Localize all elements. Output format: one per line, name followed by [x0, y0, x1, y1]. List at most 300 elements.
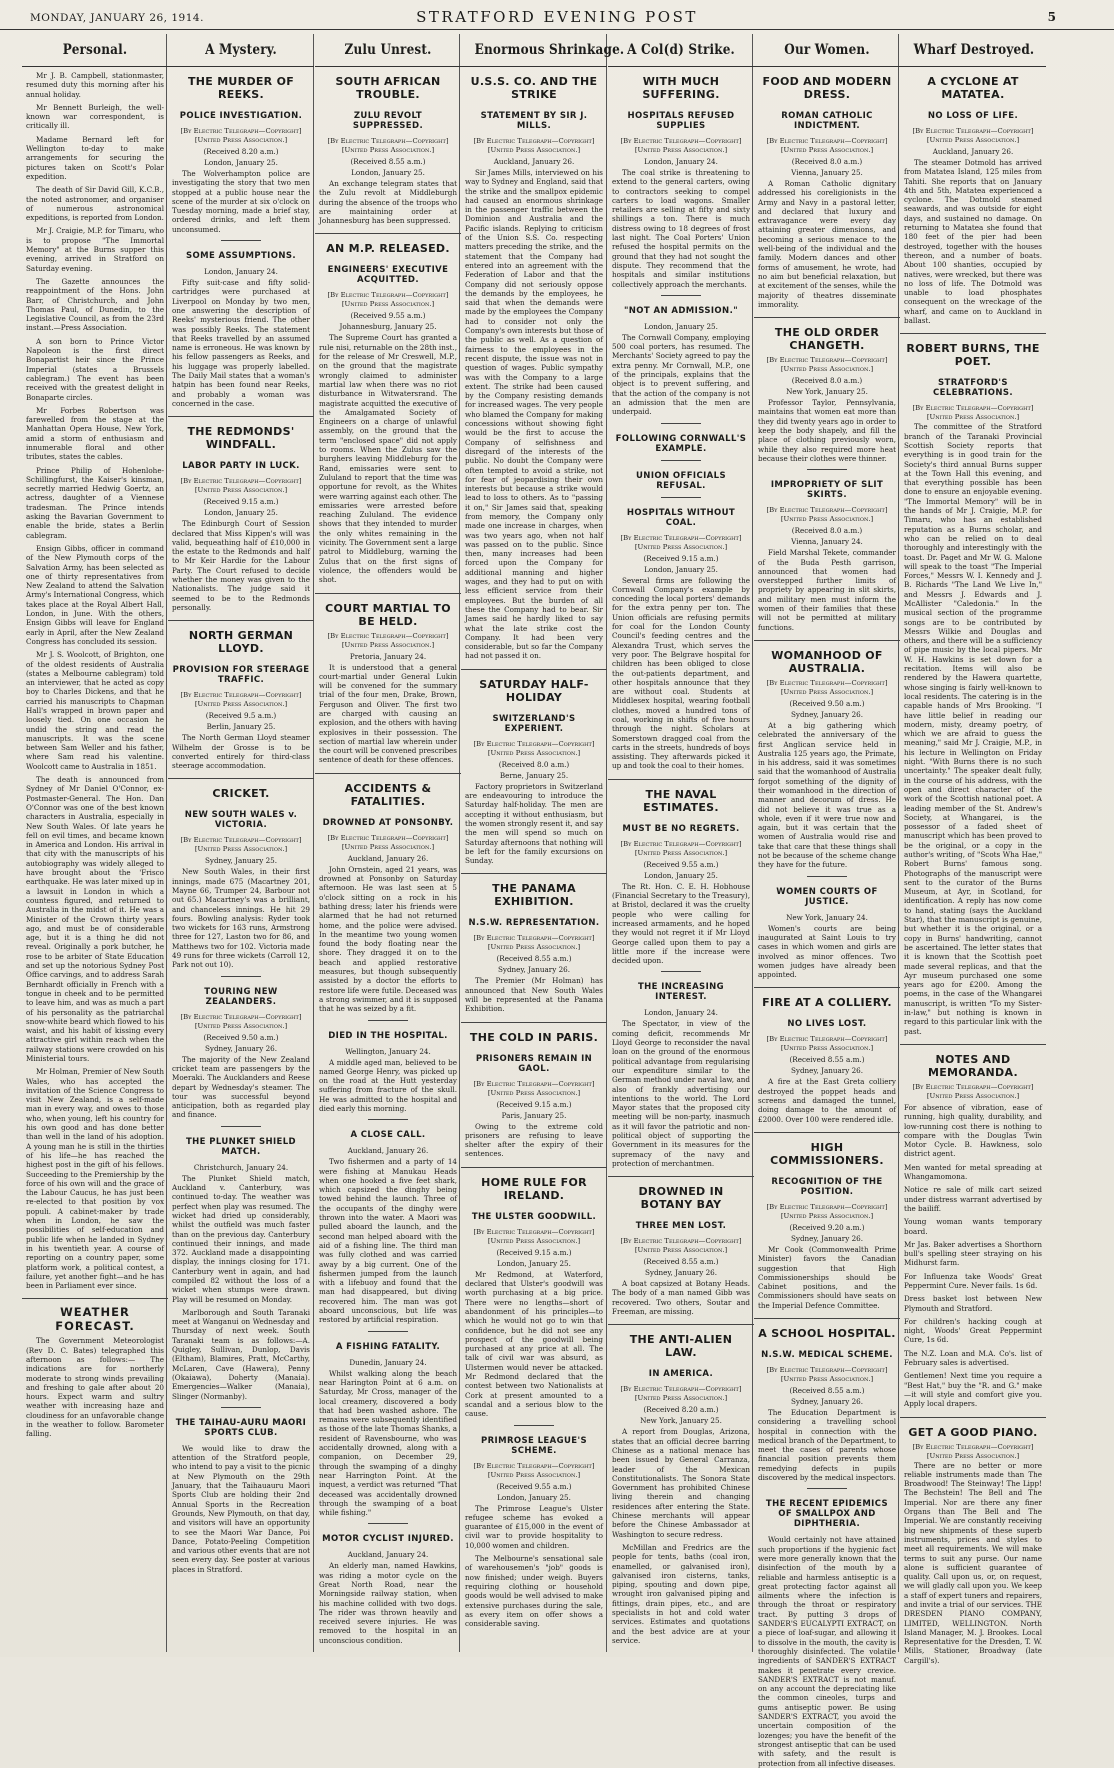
story-headline: THE ANTI-ALIEN LAW.	[629, 1333, 733, 1360]
story-body: The Wolverhampton police are investigating the story that two men stopped at a public house near the scene of the murder at six o'clock on Tuesday morning, made a brief stay, ordered drinks, and left them unconsumed.	[172, 169, 310, 234]
story-headline: THE MURDER OF REEKS.	[187, 75, 295, 101]
wire-credit: [United Press Association.]	[194, 486, 288, 495]
story-subheadline: SOME ASSUMPTIONS.	[185, 251, 297, 262]
dateline: London, January 25.	[644, 870, 718, 880]
dateline: Sydney, January 25.	[204, 856, 278, 866]
story-subheadline: N.S.W. MEDICAL SCHEME.	[761, 1350, 893, 1360]
masthead	[0, 8, 1114, 30]
dateline: London, January 24.	[644, 157, 718, 166]
wire-credit: [By Electric Telegraph—Copyright]	[473, 739, 595, 748]
story-subheadline: ZULU REVOLT SUPPRESSED.	[352, 111, 424, 131]
story-headline: CRICKET.	[212, 787, 270, 801]
received-time: (Received 9.55 a.m.)	[496, 1481, 572, 1491]
wire-credit: [United Press Association.]	[634, 848, 728, 857]
received-time: (Received 9.5 a.m.)	[205, 711, 277, 721]
story-subheadline: THE RECENT EPIDEMICS OF SMALLPOX AND DIPHTHERIA.	[765, 1499, 889, 1530]
story-body: We would like to draw the attention of the Stratford people, who intend to pay a visit to the picnic at New Plymouth on the 29th January, that the Taihauauru Maori Sports Club are holding their 2nd Annual Sports in the Recreation Grounds, New Plymouth, on that day, and visitors will have an opportunity to see the Maori War Dance, Poi Dance, Potato-Peeling Competition and various other events that are not seen every day. See poster at various places in Stratford.	[172, 1443, 310, 1574]
section-rule	[608, 1324, 754, 1325]
story-subheadline: PROVISION FOR STEERAGE TRAFFIC.	[172, 665, 310, 686]
received-time: (Received 8.0 a.m.)	[791, 157, 863, 166]
section-rule	[315, 233, 461, 234]
story-headline: NOTES AND MEMORANDA.	[928, 1052, 1018, 1079]
wire-credit: [By Electric Telegraph—Copyright]	[473, 1079, 595, 1088]
section-rule	[608, 779, 754, 780]
story-subheadline: WOMEN COURTS OF JUSTICE.	[776, 886, 878, 907]
story-headline: THE OLD ORDER CHANGETH.	[774, 326, 880, 353]
wire-credit: [By Electric Telegraph—Copyright]	[327, 137, 449, 145]
wire-credit: [United Press Association.]	[341, 146, 435, 154]
story-body: A report from Douglas, Arizona, states that an official decree barring Chinese as a national menace has been issued by General Carranza, leader of the Mexican Constitutionalists. The Sonora State Government has prohibited Chinese living therein and changing residences after entering the State. Chinese merchants will appear before the Chinese Ambassador at Washington to secure redress.	[612, 1427, 750, 1539]
story-headline: THE NAVAL ESTIMATES.	[643, 787, 719, 814]
dateline: Sydney, January 26.	[790, 1233, 864, 1243]
wire-credit: [United Press Association.]	[780, 365, 874, 374]
dateline: London, January 25.	[351, 168, 425, 177]
wire-credit: [United Press Association.]	[634, 1394, 728, 1403]
story-subheadline: HOSPITALS REFUSED SUPPLIES	[627, 111, 735, 131]
short-rule	[221, 1407, 261, 1408]
received-time: (Received 9.55 a.m.)	[643, 859, 719, 869]
story-headline: GET A GOOD PIANO.	[908, 1425, 1038, 1439]
received-time: (Received 8.20 a.m.)	[643, 1405, 719, 1415]
story-headline: THE COLD IN PARIS.	[469, 1030, 599, 1044]
story-body: Whilst walking along the beach near Harington Point at 6 a.m. on Saturday, Mr Cross, manager of the local creamery, discovered a body that had been washed ashore. The remains were subsequently identified as those of the late Thomas Shanks, a resident of Ravensbourne, who was accidentally drowned, along with a companion, on December 29, through the swamping of a dinghy near Harrington Point. At the inquest, a verdict was returned "That deceased was accidentally drowned through the swamping of a boat while fishing."	[319, 1368, 457, 1518]
wire-credit: [United Press Association.]	[780, 1375, 874, 1383]
short-rule	[368, 1119, 408, 1120]
column-heading: A Mystery.	[205, 42, 277, 58]
section-rule	[168, 620, 314, 621]
personal-item: The Gazette announces the reappointment of the Hons. John Barr, of Christchurch, and John Thomas Paul, of Dunedin, to the Legislative Council, as from the 23rd instant.—Press Association.	[26, 276, 164, 333]
story-subheadline: PRIMROSE LEAGUE'S SCHEME.	[480, 1435, 588, 1456]
column-heading: Personal.	[62, 42, 128, 58]
wire-credit: [By Electric Telegraph—Copyright]	[766, 1035, 888, 1044]
dateline: Vienna, January 25.	[791, 168, 863, 177]
wire-credit: [By Electric Telegraph—Copyright]	[180, 127, 302, 135]
wire-credit: [By Electric Telegraph—Copyright]	[473, 137, 595, 145]
wire-credit: [By Electric Telegraph—Copyright]	[180, 477, 302, 486]
story-subheadline: HOSPITALS WITHOUT COAL.	[626, 507, 736, 528]
wire-credit: [By Electric Telegraph—Copyright]	[912, 404, 1034, 413]
wire-credit: [By Electric Telegraph—Copyright]	[912, 127, 1034, 135]
story-body: Professor Taylor, Pennsylvania, maintains that women eat more than they did twenty years ago in order to keep the body shapely, and fill the place of clothing previously worn, while they also required more heat because their clothes were thinner.	[758, 398, 896, 463]
wire-credit: [United Press Association.]	[926, 1451, 1020, 1460]
dateline: Auckland, January 26.	[347, 1146, 429, 1156]
story-subheadline: STRATFORD'S CELEBRATIONS.	[932, 378, 1014, 399]
short-rule	[368, 1523, 408, 1524]
wire-credit: [United Press Association.]	[926, 1091, 1020, 1100]
dateline: Sydney, January 26.	[790, 709, 864, 719]
section-rule	[754, 640, 900, 641]
section-rule	[754, 1318, 900, 1319]
story-body: The committee of the Stratford branch of the Taranaki Provincial Scottish Society reports that everything is in good train for the Society's third annual Burns supper at the Town Hall this evening, and that everything possible has been done to ensure an enjoyable evening. "The Immortal Memory" will be in the hands of Mr J. Craigie, M.P. for Timaru, who has an established reputation as a Burns scholar, and who can be relied on to deal thoroughly and interestingly with the toast. Dr. Paget and Mr W. G. Malone will speak to the toast "The Imperial Forces," Messrs W. I. Kennedy and J. B. Richards "The Land We Live In," and Messrs J. Edwards and J. McAllister "Caledonia." In the musical section of the programme songs are to be contributed by Messrs Wilkie and Douglas and others, and there will be a sufficiency of pipe music by the local pipers. Mr W. H. Hawkins is set down for a recitation. Items will also be rendered by the Hawera quartette, whose singing is fairly well-known to local residents. The catering is in the capable hands of Mrs Brooking. "I have little belief in reading our modern, misty, dreamy poetry, of which we are afraid to guess the meaning," said Mr J. Craigie, M.P., in his lecture in Wellington on Friday night. "With Burns there is no such uncertainty." The speaker dealt fully, in the course of his address, with the open and direct character of the work of the Scottish national poet. A leading member of the St. Andrew's Society, at Whangarei, is the possessor of a faded sheet of manuscript which has been proved to be the original, or a copy in the author's writing, of "Scots Wha Hae," Robert Burns' famous song. Photographs of the manuscript were sent to the curator of the Burns Museum, at Ayr, in Scotland, for identification. A reply has now come to hand, stating (says the Auckland Star), that the manuscript is genuine, but whether it is the original, or a copy in Burns' handwriting, cannot be ascertained. The letter states that it is known that the Scottish poet made several replicas, and that the Ayr museum purchased one some years ago for £200. Among the poems, in the case of the Whangarei manuscript, is written "To my Sister-in-law," but nothing is known in regard to this particular link with the past.	[904, 422, 1042, 1036]
story-body: Sir James Mills, interviewed on his way to Sydney and England, said that the strike and the smallpox epidemic had caused an enormous shrinkage in the passenger traffic between the Dominion and Australia and the Pacific islands. Replying to criticism of the Union S.S. Co. respecting matters preceding the strike, and the statement that the Company had entered into an agreement with the Federation of Labor and that the Company did not seriously oppose the demands by the employees, he said that when the demands were made by the employees the Company had to consider not only the Company's own interests but those of the public as well. As a question of fairness to the employees in the recent dispute, the issue was not in question of wages. Public sympathy was with the Company to a large extent. The strike had been caused by the Company resisting demands for increased wages. The very people who blamed the Company for making concessions without showing fight would be the first to accuse the Company of selfishness and disregard of the interests of the public. No doubt the Company were often tempted to avoid a strike, not for fear of jeopardising their own interests but because a strike would lead to loss to others. As to "passing it on," Sir James said that, speaking from memory, the Company only made one increase in charges, when was two years ago, when not half was passed on to the public. Since then, many increases had been forced upon the Company for additional manning and higher wages, and they had to put on with less efficient service from their employees. But the burden of all these the Company had to bear. Sir James said he hardly liked to say what the late strike cost the Company. It had been very considerable, but so far the Company had not passed it on.	[465, 168, 603, 661]
story-body: An elderly man, named Hawkins, was riding a motor cycle on the Great North Road, near the Morningside railway station, when his machine collided with two dogs. The rider was thrown heavily and received severe injuries. He was removed to the hospital in an unconscious condition.	[319, 1561, 457, 1645]
wire-credit: [By Electric Telegraph—Copyright]	[327, 833, 449, 842]
heading-rule	[608, 66, 754, 67]
story-subheadline: "NOT AN ADMISSION."	[623, 305, 739, 316]
dateline: Berne, January 25.	[499, 770, 569, 780]
wire-credit: [By Electric Telegraph—Copyright]	[620, 839, 742, 848]
story-subheadline: STATEMENT BY SIR J. MILLS.	[480, 111, 588, 131]
dateline: Johannesburg, January 25.	[339, 322, 437, 332]
memoranda-item: Notice re sale of milk cart seized under distress warrant advertised by the bailiff.	[904, 1185, 1042, 1213]
short-rule	[661, 460, 701, 461]
story-headline: NORTH GERMAN LLOYD.	[188, 629, 294, 656]
wire-credit: [By Electric Telegraph—Copyright]	[327, 631, 449, 640]
column	[461, 34, 625, 1652]
story-body: A Roman Catholic dignitary addressed his coreligionists in the Army and Navy in a pastoral letter, and declared that luxury and extravagance were every day attaining greater dimensions, and becoming a serious menace to the well-being of the individual and the family. Modern dances and other forms of amusement, he wrote, had no aim but beneficial relaxation, but at excitement of the senses, while the majority of theatres disseminate immorality.	[758, 179, 896, 309]
masthead-date: MONDAY, JANUARY 26, 1914.	[30, 12, 204, 24]
dateline: Auckland, January 26.	[347, 853, 429, 863]
dateline: London, January 24.	[644, 1008, 718, 1018]
wire-credit: [By Electric Telegraph—Copyright]	[766, 678, 888, 687]
story-body: The Rt. Hon. C. E. H. Hobhouse (Financial Secretary to the Treasury), at Bristol, declared it was the cruelty people who were calling for increased armaments, and he hoped they would not regret it if Mr Lloyd George called upon them to pay a little more if the increase were decided upon.	[612, 881, 750, 966]
memoranda-item: The N.Z. Loan and M.A. Co's. list of February sales is advertised.	[904, 1348, 1042, 1368]
story-headline: SATURDAY HALF-HOLIDAY	[479, 677, 589, 704]
story-body: Would certainly not have attained such proportions if the hygienic fact were more generally known that the disinfection of the mouth by a reliable and harmless antiseptic is a great protecting factor against all ailments where the infection is through the throat or respiratory tract. By putting 3 drops of SANDER'S EUCALYPTI EXTRACT, on a piece of loaf-sugar, and allowing it to dissolve in the mouth, the cavity is thoroughly disinfected. The volatile ingredients of SANDER'S EXTRACT makes it penetrate every crevice. SANDER'S EXTRACT is not manuf. on any account the depreciating like the common cineoles, turps and gums antiseptic power. Be using SANDER'S EXTRACT, you avoid the uncertain composition of the lozenges; you have the benefit of the strongest antiseptic that can be used with safety, and the result is protection from all infective diseases.	[758, 1535, 896, 1768]
wire-credit: [By Electric Telegraph—Copyright]	[180, 1012, 302, 1021]
wire-credit: [By Electric Telegraph—Copyright]	[620, 1385, 742, 1394]
masthead-page-number: 5	[1047, 10, 1056, 24]
story-subheadline: THE TAIHAU-AURU MAORI SPORTS CLUB.	[175, 1417, 307, 1438]
dateline: London, January 25.	[204, 508, 278, 518]
wire-credit: [United Press Association.]	[487, 146, 581, 154]
story-body: New South Wales, in their first innings, made 675 (Macartney 201, Mayne 66, Trumper 24, Barbour not out 65.) Macartney's was a brilliant, and chanceless innings. He hit 29 fours. Bowling analysis: Ryder took two wickets for 163 runs, Armstrong three for 127, Laston two for 86, and Matthews two for 102. Victoria made 49 runs for three wickets (Carroll 12, Park not out 10).	[172, 867, 310, 970]
wire-credit: [United Press Association.]	[194, 700, 288, 709]
dateline: London, January 25.	[204, 158, 278, 167]
section-rule	[608, 1176, 754, 1177]
wire-credit: [By Electric Telegraph—Copyright]	[912, 1082, 1034, 1091]
wire-credit: [United Press Association.]	[341, 842, 435, 851]
dateline: New York, January 25.	[640, 1416, 722, 1426]
dateline: Auckland, January 24.	[347, 1550, 429, 1560]
story-body: The Education Department is considering a travelling school hospital in connection with the medical branch of the Department, to meet the cases of parents whose financial position prevents them remedying defects in pupils discovered by the medical inspectors.	[758, 1408, 896, 1483]
story-headline: A CYCLONE AT MATATEA.	[927, 75, 1019, 101]
story-body: The Supreme Court has granted a rule nisi, returnable on the 28th inst., for the release of Mr Creswell, M.P., on the ground that the magistrate wrongly claimed to administer martial law when there was no riot disturbance in Witwatersrand. The magistrate acquitted the executive of the Amalgamated Society of Engineers on a charge of unlawful assembly, on the ground that the term "enclosed space" did not apply to rooms. When the Zulus saw the burghers leaving Middleburg for the Rand, emissaries were sent to Zululand to report that the time was opportune for revolt, as the Whites were warring against each other. The emissaries were arrested before reaching Zululand. The evidence shows that they intended to murder the only whites remaining in the vicinity. The Government sent a large patrol to Middleburg, warning the Zulus that on the first signs of violence, the offenders would be shot.	[319, 333, 457, 585]
column-heading: Zulu Unrest.	[344, 42, 432, 58]
personal-item: A son born to Prince Victor Napoleon is the first direct Bonapartist heir since the Prince Imperial (states a Brussels cablegram.) The event has been received with the greatest delight in Bonaparte circles.	[26, 336, 164, 402]
story-body: The Melbourne's sensational sale of warehousemen's "job" goods is now finished; under weigh. Buyers requiring clothing or household goods would be well advised to make extensive purchases during the sale, as every item on offer shows a considerable saving.	[465, 1554, 603, 1629]
wire-credit: [By Electric Telegraph—Copyright]	[766, 137, 888, 145]
wire-credit: [By Electric Telegraph—Copyright]	[766, 1202, 888, 1211]
story-body: Field Marshal Tekete, commander of the Buda Pesth garrison, announced that women had overstepped further limits of propriety by appearing in slit skirts, and military men must inform the women of their families that these will not be permitted at military functions.	[758, 548, 896, 632]
dateline: London, January 25.	[644, 321, 718, 331]
story-body: A middle aged man, believed to be named George Henry, was picked up on the road at the Hutt yesterday suffering from fracture of the skull. He was admitted to the hospital and died early this morning.	[319, 1057, 457, 1113]
received-time: (Received 8.0 a.m.)	[498, 759, 570, 769]
wire-credit: [United Press Association.]	[780, 515, 874, 524]
personal-item: The death of Sir David Gill, K.C.B., the noted astronomer, and organiser of numerous astronomical expeditions, is reported from London.	[26, 185, 164, 223]
column-heading: A Col(d) Strike.	[627, 42, 735, 58]
column	[315, 34, 461, 1652]
story-subheadline: NO LOSS OF LIFE.	[927, 111, 1019, 121]
section-rule	[754, 1132, 900, 1133]
memoranda-item: For Influenza take Woods' Great Peppermint Cure. Never fails. 1s 6d.	[904, 1271, 1042, 1290]
wire-credit: [United Press Association.]	[780, 146, 874, 154]
story-subheadline: THE PLUNKET SHIELD MATCH.	[185, 1136, 297, 1157]
received-time: (Received 9.50 a.m.)	[203, 1032, 279, 1042]
wire-credit: [United Press Association.]	[780, 1044, 874, 1053]
wire-credit: [By Electric Telegraph—Copyright]	[620, 533, 742, 542]
story-body: The North German Lloyd steamer Wilhelm der Grosse is to be converted entirely for third-class steerage accommodation.	[172, 733, 310, 771]
wire-credit: [United Press Association.]	[487, 1088, 581, 1097]
section-rule	[461, 1022, 607, 1023]
wire-credit: [United Press Association.]	[634, 1246, 728, 1255]
story-subheadline: RECOGNITION OF THE POSITION.	[771, 1176, 883, 1197]
story-body: The coal strike is threatening to extend to the general carters, owing to contractors seeking to compel carters to load wagons. Smaller retailers are selling at fifty and sixty shillings a ton. There is much distress owing to 18 degrees of frost last night. The Coal Porters' Union refused the hospital permits on the ground that they had not sought the dispute. They recommend that the hospitals and similar institutions collectively approach the merchants.	[612, 168, 750, 289]
wire-credit: [United Press Association.]	[780, 687, 874, 696]
story-subheadline: ENGINEERS' EXECUTIVE ACQUITTED.	[327, 265, 449, 286]
received-time: (Received 8.55 a.m.)	[789, 1055, 865, 1065]
personal-item: Mr J. B. Campbell, stationmaster, resumed duty this morning after his annual holiday.	[26, 71, 164, 99]
dateline: London, January 25.	[497, 1492, 571, 1502]
section-rule	[754, 987, 900, 988]
personal-item: Prince Philip of Hohenlohe-Schillingfurst, the Kaiser's kinsman, secretly married Hedwig Goertz, an actress, daughter of a Viennese tradesman. The Prince intends asking the Bavarian Government to enable the bride, states a Berlin cablegram.	[26, 465, 164, 540]
received-time: (Received 9.50 a.m.)	[789, 698, 865, 708]
wire-credit: [By Electric Telegraph—Copyright]	[473, 1461, 595, 1470]
story-body: Several firms are following the Cornwall Company's example by conceding the local porters' demands for the extra penny per ton. The Union officials are refusing permits for coal for the London County Council's feeding centres and the Alexandra Trust, which serves the very poor. The Belgrave hospital for children has been obliged to close the out-patients department, and other hospitals announce that they are without coal. Students at Middlesex hospital, wearing football clothes, moved a hundred tons of coal, working in shifts of five hours through the night. Scholars at Somerstown dragged coal from the carts in the streets, hundreds of boys assisting. They afterwards picked it up and took the coal to their homes.	[612, 575, 750, 771]
dateline: Dunedin, January 24.	[349, 1357, 427, 1367]
personal-item: Mr J. Craigie, M.P. for Timaru, who is to propose "The Immortal Memory" at the Burns supper this evening, arrived in Stratford on Saturday evening.	[26, 226, 164, 273]
story-headline: WITH MUCH SUFFERING.	[642, 75, 720, 101]
memoranda-item: For absence of vibration, ease of running, high quality, durability, and low-running cost there is nothing to compare with the Douglas Twin Motor Cycle. B. Hawkness, solo district agent.	[904, 1102, 1042, 1159]
personal-item: Mr Bennett Burleigh, the well-known war correspondent, is critically ill.	[26, 102, 164, 131]
received-time: (Received 8.55 a.m.)	[789, 1386, 865, 1395]
wire-credit: [By Electric Telegraph—Copyright]	[766, 356, 888, 365]
short-rule	[514, 1425, 554, 1426]
wire-credit: [By Electric Telegraph—Copyright]	[180, 691, 302, 700]
story-subheadline: A FISHING FATALITY.	[335, 1341, 441, 1352]
wire-credit: [United Press Association.]	[194, 1021, 288, 1030]
story-headline: WOMANHOOD OF AUSTRALIA.	[771, 648, 883, 675]
received-time: (Received 8.55 a.m.)	[496, 954, 572, 964]
story-headline: SOUTH AFRICAN TROUBLE.	[335, 75, 441, 101]
story-subheadline: THE ULSTER GOODWILL.	[471, 1211, 597, 1222]
story-subheadline: NO LIVES LOST.	[787, 1019, 867, 1030]
wire-credit: [By Electric Telegraph—Copyright]	[766, 1366, 888, 1374]
story-headline: COURT MARTIAL TO BE HELD.	[325, 601, 451, 628]
section-rule	[900, 333, 1046, 334]
short-rule	[221, 976, 261, 977]
dateline: Sydney, January 26.	[204, 1043, 278, 1053]
personal-item: Mr Forbes Robertson was farewelled from the stage at the Manhattan Opera House, New York, amid a storm of enthusiasm and innumerable floral and other tributes, states the cables.	[26, 405, 164, 462]
dateline: Sydney, January 26.	[497, 965, 571, 975]
wire-credit: [By Electric Telegraph—Copyright]	[473, 934, 595, 943]
short-rule	[661, 423, 701, 424]
section-rule	[461, 873, 607, 874]
short-rule	[661, 295, 701, 296]
story-headline: U.S.S. CO. AND THE STRIKE	[470, 75, 598, 101]
story-subheadline: DROWNED AT PONSONBY.	[322, 817, 454, 828]
story-body: Fifty suit-case and fifty solid-cartridges were purchased at Liverpool on Monday by two men, one answering the description of Reeks' mysterious friend. The other was possibly Reeks. The statement that Reeks travelled by an assumed name is erroneous. He was known by his fellow passengers as Reeks, and his luggage was properly labelled. The Daily Mail states that a woman's hatpin has been found near Reeks, and probably a woman was concerned in the case.	[172, 278, 310, 408]
dateline: London, January 25.	[497, 1258, 571, 1268]
dateline: Christchurch, January 24.	[193, 1162, 289, 1172]
memoranda-item: Gentlemen! Next time you require a "Best Hat," buy the "R. and G." make—it will style and comfort give you. Apply local drapers.	[904, 1371, 1042, 1409]
wire-credit: [United Press Association.]	[487, 1470, 581, 1479]
dateline: New York, January 25.	[786, 387, 868, 397]
weather-text: The Government Meteorologist (Rev D. C. Bates) telegraphed this afternoon as follows:— The indications are for northerly moderate to strong winds prevailing and freshing to gale after about 20 hours. Expect warm and sultry weather with increasing haze and cloudiness for an unfavorable change in the weather to follow. Barometer falling.	[26, 1336, 164, 1439]
wire-credit: [United Press Association.]	[634, 542, 728, 551]
memoranda-item: Dress basket lost between New Plymouth and Stratford.	[904, 1294, 1042, 1313]
story-subheadline: TOURING NEW ZEALANDERS.	[204, 986, 278, 1007]
wire-credit: [By Electric Telegraph—Copyright]	[766, 506, 888, 515]
received-time: (Received 9.15 a.m.)	[496, 1099, 572, 1109]
section-rule	[461, 669, 607, 670]
story-subheadline: N.S.W. REPRESENTATION.	[468, 918, 600, 929]
story-subheadline: THREE MEN LOST.	[635, 1221, 727, 1232]
story-body: Owing to the extreme cold prisoners are refusing to leave shelter after the expiry of their sentences.	[465, 1121, 603, 1159]
story-headline: FOOD AND MODERN DRESS.	[762, 75, 892, 101]
story-subheadline: A CLOSE CALL.	[350, 1130, 426, 1141]
story-body: The Edinburgh Court of Session declared that Miss Kippen's will was valid, bequeathing half of £10,000 in the estate to the Redmonds and half to Mr Keir Hardie for the Labour Party. The Court refused to decide whether the money was given to the Nationalists. The judge said it seemed to be to the Redmonds personally.	[172, 519, 310, 612]
heading-rule	[22, 66, 168, 67]
story-body: Two fishermen and a party of 14 were fishing at Manukau Heads when one hooked a five feet shark, which capsized the dinghy being towed behind the launch. Three of the occupants of the dinghy were thrown into the water. A Maori was pulled aboard the launch, and the second man helped aboard with the aid of a fishing line. The third man was fully clothed and was carried away by a big current. One of the fishermen jumped from the launch with a lifebuoy and found that the man had disappeared, but diving recovered him. The man was got aboard unconscious, but life was restored by artificial respiration.	[319, 1157, 457, 1325]
wire-credit: [United Press Association.]	[194, 845, 288, 854]
story-subheadline: FOLLOWING CORNWALL'S EXAMPLE.	[615, 433, 747, 454]
dateline: London, January 24.	[204, 267, 278, 277]
personal-item: Madame Bernard left for Wellington to-day to make arrangements for securing the pictures taken on Scott's Polar expedition.	[26, 134, 164, 181]
wire-credit: [United Press Association.]	[341, 300, 435, 309]
personal-item: Mr J. S. Woolcott, of Brighton, one of the oldest residents of Australia (states a Melbourne cablegram) told an interviewer, that he acted as copy boy to Charles Dickens, and that he carried his manuscripts to Chapman Hall's wrapped in brown paper and loosely tied. On one occasion he undid the string and read the manuscripts. It was the scene between Sam Weller and his father, where Sam read his valentine. Woolcott came to Australia in 1851.	[26, 650, 164, 771]
short-rule	[368, 1020, 408, 1021]
wire-credit: [By Electric Telegraph—Copyright]	[620, 1237, 742, 1246]
column	[608, 34, 754, 1652]
short-rule	[221, 1126, 261, 1127]
received-time: (Received 9.20 a.m.)	[789, 1222, 865, 1232]
dateline: Sydney, January 26.	[790, 1066, 864, 1076]
section-rule	[461, 1167, 607, 1168]
story-body: The Primrose League's Ulster refugee scheme has evoked a guarantee of £15,000 in the event of civil war to provide hospitality to 10,000 women and children.	[465, 1503, 603, 1550]
story-body: A boat capsized at Botany Heads. The body of a man named Gibb was recovered. Two others, Soutar and Freeman, are missing.	[612, 1279, 750, 1317]
story-subheadline: MUST BE NO REGRETS.	[622, 823, 740, 834]
section-rule	[22, 1298, 168, 1299]
story-body: The majority of the New Zealand cricket team are passengers by the Moeraki. The Aucklanders and Reese depart by Wednesday's steamer. The tour was successful beyond anticipation, both as regarded play and finance.	[172, 1054, 310, 1120]
wire-credit: [United Press Association.]	[194, 136, 288, 144]
story-subheadline: SWITZERLAND'S EXPERIENT.	[492, 713, 576, 734]
column	[168, 34, 314, 1652]
dateline: Auckland, January 26.	[493, 157, 575, 166]
section-rule	[900, 1044, 1046, 1045]
story-headline: THE PANAMA EXHIBITION.	[492, 882, 576, 909]
story-body: Factory proprietors in Switzerland are endeavouring to introduce the Saturday half-holiday. The men are accepting it without enthusiasm, but the women strongly resent it, and say the men will spend so much on Saturday afternoons that nothing will be left for the family excursions on Sunday.	[465, 781, 603, 866]
memoranda-item: For children's hacking cough at night, Woods' Great Peppermint Cure, 1s 6d.	[904, 1316, 1042, 1345]
story-headline: DROWNED IN BOTANY BAY	[638, 1185, 724, 1212]
story-subheadline: PRISONERS REMAIN IN GAOL.	[475, 1053, 593, 1074]
wire-credit: [United Press Association.]	[926, 413, 1020, 422]
heading-rule	[900, 66, 1046, 67]
wire-credit: [By Electric Telegraph—Copyright]	[473, 1227, 595, 1236]
personal-item: Mr Holman, Premier of New South Wales, who has accepted the invitation of the Science Congress to visit New Zealand, is a self-made man in every way, and owes to those who, when young, left his country for his own good and has done better than well in the land of his adoption. A young man he is still in the thirties of his life—he has reached the highest post in the gift of his fellows. Succeeding to the Premiership by the force of his own will and the grace of the Labour Caucus, he has just been re-elected to that position by vox populi. A cabinet-maker by trade when in London, he saw the possibilities of self-education and public life when he landed in Sydney in his twentieth year. A course of reporting on a country paper, some platform work, a political contest, a failure, yet another fight—and he has been in Parliament ever since.	[26, 1067, 164, 1291]
short-rule	[807, 469, 847, 470]
story-subheadline: IN AMERICA.	[648, 1369, 714, 1380]
story-body: At a big gathering which celebrated the anniversary of the first Anglican service held in Australia 125 years ago, the Primate, in his address, said it was sometimes said that the womanhood of Australia forgot something of the dignity of their womanhood in the direction of manner and decorum of dress. He did not believe it was true as a whole, even if it were true now and again, but it was certain that the women of Australia would rise and take that care that these things shall not be because of the scheme change they have for the future.	[758, 720, 896, 870]
story-body: Women's courts are being inaugurated at Saint Louis to try cases in which women and girls are involved as minor offences. Two women judges have already been appointed.	[758, 923, 896, 980]
wire-credit: [United Press Association.]	[341, 640, 435, 649]
story-body: A fire at the East Greta colliery destroyed the poppet heads and screens and damaged the tunnel, doing damage to the amount of £2000. Over 100 were rendered idle.	[758, 1077, 896, 1124]
short-rule	[221, 240, 261, 241]
received-time: (Received 8.0 a.m.)	[791, 376, 863, 386]
received-time: (Received 9.15 a.m.)	[496, 1247, 572, 1257]
section-rule	[754, 317, 900, 318]
wire-credit: [United Press Association.]	[487, 943, 581, 952]
weather-heading: WEATHER FORECAST.	[55, 1305, 135, 1334]
column-heading: Our Women.	[784, 42, 870, 58]
story-subheadline: DIED IN THE HOSPITAL.	[328, 1030, 448, 1041]
received-time: (Received 8.55 a.m.)	[350, 157, 426, 166]
wire-credit: [By Electric Telegraph—Copyright]	[327, 291, 449, 300]
story-subheadline: NEW SOUTH WALES v. VICTORIA.	[184, 810, 298, 831]
dateline: Berlin, January 25.	[206, 722, 276, 732]
heading-rule	[315, 66, 461, 67]
dateline: Pretoria, January 24.	[349, 651, 427, 661]
story-body: There are no better or more reliable instruments made than The Broadwood! The Steinway! The Lipp! The Bechstein! The Bell and The Imperial. Nor are there any finer Organs than The Bell and The Imperial. We are constantly receiving big new shipments of these superb instruments, prices and styles to meet all requirements. We will make terms to suit any purse. Our name alone is sufficient guarantee of quality. Call upon us, or, on request, we will gladly call upon you. We keep a staff of expert tuners and repairers, and invite a trial of our services. THE DRESDEN PIANO COMPANY, LIMITED, WELLINGTON. North Island Manager, M. J. Brookes. Local Representative for the Dresden, T. W. Mills, Stationer, Broadway (late Cargill's).	[904, 1460, 1042, 1665]
masthead-title: STRATFORD EVENING POST	[416, 8, 698, 26]
memoranda-item: Men wanted for metal spreading at Whangamomona.	[904, 1162, 1042, 1182]
personal-item: The death is announced from Sydney of Mr Daniel O'Connor, ex-Postmaster-General. The Hon. Dan O'Connor was one of the best known characters in Australia, especially in New South Wales. Of late years he fell on evil times, and became known in America and London. His arrival in that city with the manuscripts of his autobiography was widely alleged to have brought about the 'Frisco earthquake. He was later mixed up in a lawsuit in London in which a countess figured, and returned to Australia in the midst of it. He was a Minister of the Crown thirty years ago, and must be of considerable age, but it is a thing he did not reveal. Originally a pork butcher, he rose to be arbiter of State Education and set up the notorious Sydney Post Office carvings, and to address Sarah Bernhardt officially in French with a tongue in cheek and to be permitted to leave him, and was as much a part of his personality as the patriarchal snow-white beard which flowed to his waist, and his habit of kissing every attractive girl within reach when the railway stations were crowded on his Ministerial tours.	[26, 775, 164, 1063]
dateline: Wellington, January 24.	[345, 1046, 431, 1056]
dateline: New York, January 24.	[786, 912, 868, 922]
memoranda-item: Young woman wants temporary board.	[904, 1217, 1042, 1236]
personal-item: Ensign Gibbs, officer in command of the New Plymouth corps of the Salvation Army, has been selected as one of thirty representatives from New Zealand to attend the Salvation Army's International Congress, which takes place at the Royal Albert Hall, London, in June. With the others, Ensign Gibbs will leave for England early in April, after the New Zealand Congress has concluded its session.	[26, 543, 164, 646]
wire-credit: [United Press Association.]	[487, 1236, 581, 1245]
received-time: (Received 9.55 a.m.)	[350, 311, 426, 321]
story-headline: A SCHOOL HOSPITAL.	[758, 1327, 896, 1340]
wire-credit: [By Electric Telegraph—Copyright]	[620, 137, 742, 145]
received-time: (Received 8.20 a.m.)	[203, 147, 279, 156]
story-body: Mr Redmond, at Waterford, declared that Ulster's goodwill was worth purchasing at a big price. There were no lengths—short of abandonment of his principles—to which he would not go to win that confidence, but he did not see any prospect of the goodwill being purchased at any price at all. The talk of civil war was absurd, as Ulstermen would never be attacked. Mr Redmond declared that the contest between two Nationalists at Cork at present amounted to a scandal and a serious blow to the cause.	[465, 1269, 603, 1419]
wire-credit: [United Press Association.]	[780, 1211, 874, 1220]
story-headline: ROBERT BURNS, THE POET.	[906, 342, 1040, 369]
heading-rule	[168, 66, 314, 67]
dateline: Sydney, January 26.	[790, 1397, 864, 1406]
short-rule	[661, 497, 701, 498]
column	[900, 34, 1046, 1665]
wire-credit: [United Press Association.]	[634, 146, 728, 154]
column	[22, 34, 168, 1652]
section-rule	[168, 416, 314, 417]
story-body: The Spectator, in view of the coming deficit, recommends Mr Lloyd George to reconsider the naval loan on the ground of the enormous political advantage from regularising our expenditure similar to the German method under naval law, and also of frankly advertising our intentions to the world. The Lord Mayor states that the proposed city meeting will be non-party, inasmuch as it will favor the patriotic and non-political object of supporting the Government in its measures for the supremacy of the navy and protection of merchantmen.	[612, 1019, 750, 1168]
dateline: Sydney, January 26.	[644, 1268, 718, 1278]
received-time: (Received 9.15 a.m.)	[203, 497, 279, 507]
story-body: It is understood that a general court-martial under General Lukin will be convened for the summary trial of the four men, Drake, Brown, Ferguson and Oliver. The first two are charged with causing an explosion, and the others with having explosives in their possession. The section of martial law wherein under the court will be convened prescribes sentence of death for these offences.	[319, 662, 457, 765]
heading-rule	[461, 66, 607, 67]
wire-credit: [United Press Association.]	[487, 748, 581, 757]
short-rule	[807, 876, 847, 877]
story-body: The steamer Dotmold has arrived from Matatea Island, 125 miles from Tahiti. She reports that on January 4th and 5th, Matatea experienced a cyclone. The Dotmold steamed seawards, and was outside for eight days, and sustained no damage. On returning to Matatea she found that 180 feet of the pier had been destroyed, together with the houses thereon, and a number of boats. About 100 shanties, occupied by natives, were wrecked, but there was no loss of life. The Dotmold was unable to load phosphates consequent on the wreckage of the wharf, and came on to Auckland in ballast.	[904, 158, 1042, 326]
story-headline: ACCIDENTS & FATALITIES.	[344, 781, 432, 808]
section-rule	[315, 773, 461, 774]
story-headline: HOME RULE FOR IRELAND.	[481, 1175, 587, 1202]
section-rule	[168, 778, 314, 779]
column-heading: Enormous Shrinkage.	[474, 42, 625, 58]
story-headline: HIGH COMMISSIONERS.	[770, 1140, 884, 1167]
story-subheadline: MOTOR CYCLIST INJURED.	[322, 1534, 454, 1545]
dateline: Paris, January 25.	[501, 1110, 567, 1120]
story-body: An exchange telegram states that the Zulu revolt at Middleburgh during the absence of the troops who are maintaining order at Johannesburg has been suppressed.	[319, 179, 457, 226]
wire-credit: [By Electric Telegraph—Copyright]	[180, 836, 302, 845]
story-body: Marlborough and South Taranaki meet at Wanganui on Wednesday and Thursday of next week. South Taranaki team is as follows:—A. Quigley, Sullivan, Dunlop, Davis (Eltham), Blamires, Pratt, McCarthy, McLaren, Cave (Hawera), Penny (Okaiawa), Doherty (Manaia). Emergencies—Walker (Manaia), Slinger (Normanby).	[172, 1307, 310, 1401]
story-body: Mr Cook (Commonwealth Prime Minister) favors the Canadian suggestion that High Commissionerships should be Cabinet positions, and the Commissioners should have seats on the Imperial Defence Committee.	[758, 1244, 896, 1310]
story-subheadline: ROMAN CATHOLIC INDICTMENT.	[781, 111, 873, 131]
wire-credit: [United Press Association.]	[926, 136, 1020, 144]
story-subheadline: UNION OFFICIALS REFUSAL.	[636, 470, 726, 491]
short-rule	[807, 1488, 847, 1489]
dateline: Auckland, January 26.	[932, 147, 1014, 156]
section-rule	[900, 1417, 1046, 1418]
short-rule	[368, 1331, 408, 1332]
story-body: McMillan and Fredrics are the people for tents, baths (coal iron, enamelled, or galvanised iron), galvanised iron cisterns, tanks, piping, spouting and down pipe, wrought iron galvanised piping and fittings, drain pipes, etc., and are specialists in hot and cold water services. Estimates and quotations and the best advice are at your service.	[612, 1542, 750, 1645]
column-heading: Wharf Destroyed.	[913, 42, 1035, 58]
section-rule	[315, 593, 461, 594]
memoranda-item: Mr Jas. Baker advertises a Shorthorn bull's spelling steer straying on his Midhurst farm.	[904, 1239, 1042, 1268]
